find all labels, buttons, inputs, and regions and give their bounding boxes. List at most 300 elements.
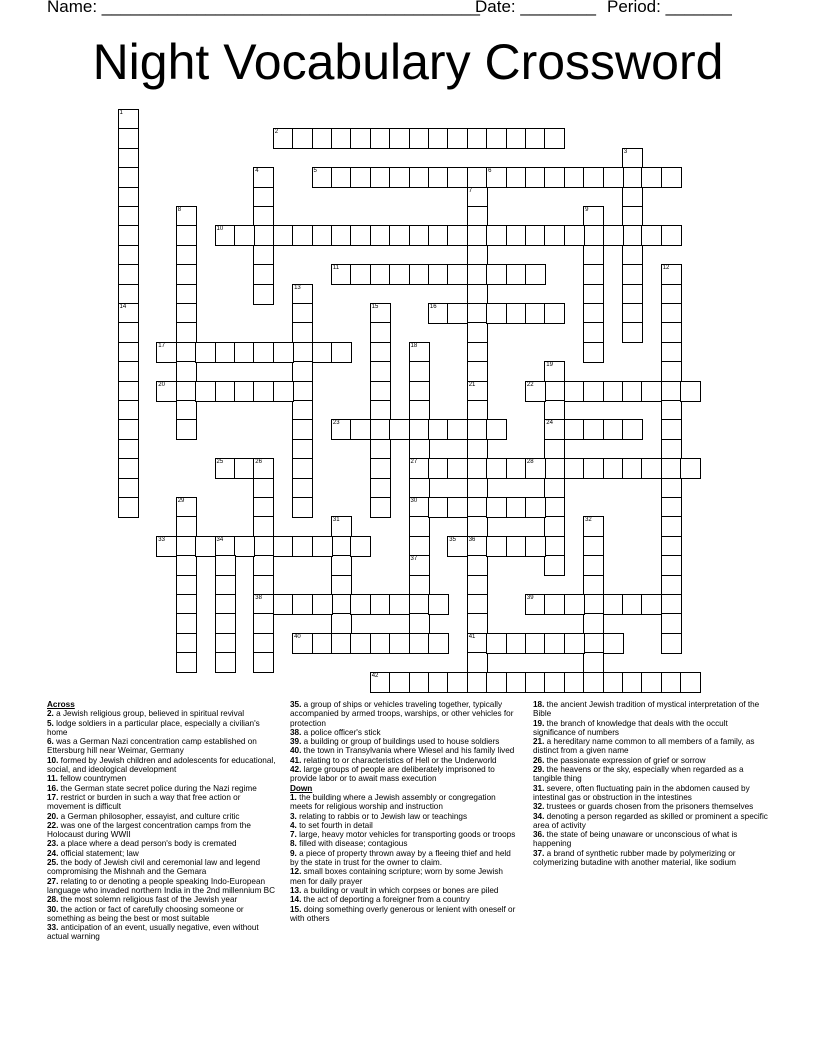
grid-cell[interactable] [409,458,430,479]
grid-cell[interactable] [544,128,565,149]
grid-cell[interactable] [661,458,682,479]
grid-cell[interactable] [215,555,236,576]
grid-cell[interactable] [215,225,236,246]
grid-cell[interactable] [176,575,197,596]
grid-cell[interactable] [253,167,274,188]
grid-cell[interactable] [583,284,604,305]
grid-cell[interactable] [486,419,507,440]
grid-cell[interactable] [331,342,352,363]
grid-cell[interactable] [486,497,507,518]
grid-cell[interactable] [118,187,139,208]
grid-cell[interactable] [118,322,139,343]
grid-cell[interactable] [253,264,274,285]
grid-cell[interactable] [409,613,430,634]
grid-cell[interactable] [544,225,565,246]
grid-cell[interactable] [641,458,662,479]
grid-cell[interactable] [118,497,139,518]
grid-cell[interactable] [467,322,488,343]
grid-cell[interactable] [583,342,604,363]
grid-cell[interactable] [370,128,391,149]
grid-cell[interactable] [583,245,604,266]
grid-cell[interactable] [331,419,352,440]
grid-cell[interactable] [603,458,624,479]
grid-cell[interactable] [292,594,313,615]
grid-cell[interactable] [603,419,624,440]
grid-cell[interactable] [292,361,313,382]
grid-cell[interactable] [486,536,507,557]
grid-cell[interactable] [292,284,313,305]
grid-cell[interactable] [486,672,507,693]
grid-cell[interactable] [370,594,391,615]
grid-cell[interactable] [118,284,139,305]
grid-cell[interactable] [525,167,546,188]
grid-cell[interactable] [176,284,197,305]
grid-cell[interactable] [583,381,604,402]
grid-cell[interactable] [525,633,546,654]
grid-cell[interactable] [292,633,313,654]
grid-cell[interactable] [312,633,333,654]
grid-cell[interactable] [467,439,488,460]
grid-cell[interactable] [176,555,197,576]
grid-cell[interactable] [467,497,488,518]
grid-cell[interactable] [486,458,507,479]
grid-cell[interactable] [176,245,197,266]
grid-cell[interactable] [661,284,682,305]
grid-cell[interactable] [661,536,682,557]
grid-cell[interactable] [583,575,604,596]
grid-cell[interactable] [641,167,662,188]
grid-cell[interactable] [428,594,449,615]
grid-cell[interactable] [253,594,274,615]
grid-cell[interactable] [622,458,643,479]
grid-cell[interactable] [564,225,585,246]
grid-cell[interactable] [486,128,507,149]
grid-cell[interactable] [544,672,565,693]
grid-cell[interactable] [176,516,197,537]
grid-cell[interactable] [195,536,216,557]
grid-cell[interactable] [661,613,682,634]
grid-cell[interactable] [467,245,488,266]
grid-cell[interactable] [350,167,371,188]
grid-cell[interactable] [661,633,682,654]
grid-cell[interactable] [564,594,585,615]
grid-cell[interactable] [583,594,604,615]
grid-cell[interactable] [273,536,294,557]
grid-cell[interactable] [583,206,604,227]
grid-cell[interactable] [370,381,391,402]
grid-cell[interactable] [622,264,643,285]
grid-cell[interactable] [661,400,682,421]
grid-cell[interactable] [544,361,565,382]
grid-cell[interactable] [370,497,391,518]
grid-cell[interactable] [273,225,294,246]
grid-cell[interactable] [118,148,139,169]
grid-cell[interactable] [661,594,682,615]
grid-cell[interactable] [544,497,565,518]
grid-cell[interactable] [661,381,682,402]
grid-cell[interactable] [195,381,216,402]
grid-cell[interactable] [215,613,236,634]
grid-cell[interactable] [273,128,294,149]
grid-cell[interactable] [622,284,643,305]
grid-cell[interactable] [273,381,294,402]
grid-cell[interactable] [409,672,430,693]
grid-cell[interactable] [312,536,333,557]
grid-cell[interactable] [622,381,643,402]
grid-cell[interactable] [156,342,177,363]
grid-cell[interactable] [661,419,682,440]
grid-cell[interactable] [370,342,391,363]
grid-cell[interactable] [525,672,546,693]
grid-cell[interactable] [447,128,468,149]
grid-cell[interactable] [622,148,643,169]
grid-cell[interactable] [506,128,527,149]
grid-cell[interactable] [583,536,604,557]
grid-cell[interactable] [389,167,410,188]
grid-cell[interactable] [661,361,682,382]
grid-cell[interactable] [409,361,430,382]
grid-cell[interactable] [467,284,488,305]
grid-cell[interactable] [292,381,313,402]
grid-cell[interactable] [583,419,604,440]
grid-cell[interactable] [447,458,468,479]
grid-cell[interactable] [389,633,410,654]
grid-cell[interactable] [370,225,391,246]
grid-cell[interactable] [564,419,585,440]
grid-cell[interactable] [176,342,197,363]
grid-cell[interactable] [447,536,468,557]
grid-cell[interactable] [370,439,391,460]
grid-cell[interactable] [467,225,488,246]
grid-cell[interactable] [544,633,565,654]
grid-cell[interactable] [506,167,527,188]
grid-cell[interactable] [544,594,565,615]
grid-cell[interactable] [467,458,488,479]
grid-cell[interactable] [409,400,430,421]
grid-cell[interactable] [389,264,410,285]
grid-cell[interactable] [292,536,313,557]
grid-cell[interactable] [622,167,643,188]
grid-cell[interactable] [331,128,352,149]
grid-cell[interactable] [447,225,468,246]
grid-cell[interactable] [118,361,139,382]
grid-cell[interactable] [447,672,468,693]
grid-cell[interactable] [661,575,682,596]
grid-cell[interactable] [331,633,352,654]
grid-cell[interactable] [661,303,682,324]
grid-cell[interactable] [564,672,585,693]
grid-cell[interactable] [253,381,274,402]
grid-cell[interactable] [331,594,352,615]
grid-cell[interactable] [253,536,274,557]
grid-cell[interactable] [234,342,255,363]
grid-cell[interactable] [409,516,430,537]
grid-cell[interactable] [622,672,643,693]
grid-cell[interactable] [292,419,313,440]
grid-cell[interactable] [370,264,391,285]
grid-cell[interactable] [350,536,371,557]
grid-cell[interactable] [544,167,565,188]
grid-cell[interactable] [447,419,468,440]
grid-cell[interactable] [544,400,565,421]
grid-cell[interactable] [118,109,139,130]
grid-cell[interactable] [467,613,488,634]
grid-cell[interactable] [506,497,527,518]
grid-cell[interactable] [176,419,197,440]
grid-cell[interactable] [641,672,662,693]
grid-cell[interactable] [253,652,274,673]
grid-cell[interactable] [253,478,274,499]
grid-cell[interactable] [118,264,139,285]
grid-cell[interactable] [215,381,236,402]
grid-cell[interactable] [292,478,313,499]
grid-cell[interactable] [118,478,139,499]
grid-cell[interactable] [118,400,139,421]
grid-cell[interactable] [389,225,410,246]
grid-cell[interactable] [118,342,139,363]
grid-cell[interactable] [467,128,488,149]
grid-cell[interactable] [661,497,682,518]
grid-cell[interactable] [544,303,565,324]
grid-cell[interactable] [215,652,236,673]
grid-cell[interactable] [564,167,585,188]
grid-cell[interactable] [409,478,430,499]
grid-cell[interactable] [370,672,391,693]
grid-cell[interactable] [253,613,274,634]
grid-cell[interactable] [292,303,313,324]
grid-cell[interactable] [409,497,430,518]
grid-cell[interactable] [428,458,449,479]
grid-cell[interactable] [506,458,527,479]
grid-cell[interactable] [176,225,197,246]
grid-cell[interactable] [467,381,488,402]
grid-cell[interactable] [525,458,546,479]
grid-cell[interactable] [331,264,352,285]
grid-cell[interactable] [447,264,468,285]
grid-cell[interactable] [409,536,430,557]
grid-cell[interactable] [428,225,449,246]
grid-cell[interactable] [603,167,624,188]
grid-cell[interactable] [661,225,682,246]
grid-cell[interactable] [467,633,488,654]
grid-cell[interactable] [486,264,507,285]
grid-cell[interactable] [370,303,391,324]
grid-cell[interactable] [350,225,371,246]
grid-cell[interactable] [506,672,527,693]
grid-cell[interactable] [486,225,507,246]
grid-cell[interactable] [370,633,391,654]
grid-cell[interactable] [564,633,585,654]
grid-cell[interactable] [409,594,430,615]
grid-cell[interactable] [622,322,643,343]
grid-cell[interactable] [409,575,430,596]
grid-cell[interactable] [506,264,527,285]
grid-cell[interactable] [583,613,604,634]
grid-cell[interactable] [176,381,197,402]
grid-cell[interactable] [583,322,604,343]
grid-cell[interactable] [234,381,255,402]
grid-cell[interactable] [467,303,488,324]
grid-cell[interactable] [525,381,546,402]
grid-cell[interactable] [447,497,468,518]
grid-cell[interactable] [583,555,604,576]
grid-cell[interactable] [428,497,449,518]
grid-cell[interactable] [486,633,507,654]
grid-cell[interactable] [234,458,255,479]
grid-cell[interactable] [525,536,546,557]
grid-cell[interactable] [467,342,488,363]
grid-cell[interactable] [583,516,604,537]
grid-cell[interactable] [350,633,371,654]
grid-cell[interactable] [486,303,507,324]
grid-cell[interactable] [409,342,430,363]
grid-cell[interactable] [118,128,139,149]
grid-cell[interactable] [467,575,488,596]
grid-cell[interactable] [176,264,197,285]
grid-cell[interactable] [312,128,333,149]
grid-cell[interactable] [583,167,604,188]
grid-cell[interactable] [603,594,624,615]
grid-cell[interactable] [641,381,662,402]
grid-cell[interactable] [409,225,430,246]
grid-cell[interactable] [253,245,274,266]
grid-cell[interactable] [428,633,449,654]
grid-cell[interactable] [312,594,333,615]
grid-cell[interactable] [370,478,391,499]
grid-cell[interactable] [447,303,468,324]
grid-cell[interactable] [622,303,643,324]
grid-cell[interactable] [467,419,488,440]
grid-cell[interactable] [467,536,488,557]
grid-cell[interactable] [273,594,294,615]
grid-cell[interactable] [253,516,274,537]
grid-cell[interactable] [389,594,410,615]
grid-cell[interactable] [409,264,430,285]
grid-cell[interactable] [409,167,430,188]
grid-cell[interactable] [544,458,565,479]
grid-cell[interactable] [176,497,197,518]
grid-cell[interactable] [467,594,488,615]
grid-cell[interactable] [292,128,313,149]
grid-cell[interactable] [273,342,294,363]
grid-cell[interactable] [176,594,197,615]
grid-cell[interactable] [428,672,449,693]
grid-cell[interactable] [215,575,236,596]
grid-cell[interactable] [176,400,197,421]
grid-cell[interactable] [661,672,682,693]
grid-cell[interactable] [583,672,604,693]
grid-cell[interactable] [603,672,624,693]
grid-cell[interactable] [215,536,236,557]
grid-cell[interactable] [661,322,682,343]
grid-cell[interactable] [370,322,391,343]
grid-cell[interactable] [525,128,546,149]
grid-cell[interactable] [603,381,624,402]
grid-cell[interactable] [350,594,371,615]
grid-cell[interactable] [467,478,488,499]
grid-cell[interactable] [253,342,274,363]
grid-cell[interactable] [680,672,701,693]
grid-cell[interactable] [292,225,313,246]
grid-cell[interactable] [312,167,333,188]
grid-cell[interactable] [389,672,410,693]
grid-cell[interactable] [467,361,488,382]
grid-cell[interactable] [641,594,662,615]
grid-cell[interactable] [118,303,139,324]
grid-cell[interactable] [467,187,488,208]
grid-cell[interactable] [603,225,624,246]
grid-cell[interactable] [564,458,585,479]
grid-cell[interactable] [506,303,527,324]
grid-cell[interactable] [409,555,430,576]
grid-cell[interactable] [331,575,352,596]
grid-cell[interactable] [331,167,352,188]
grid-cell[interactable] [409,128,430,149]
grid-cell[interactable] [467,264,488,285]
grid-cell[interactable] [661,555,682,576]
grid-cell[interactable] [253,555,274,576]
grid-cell[interactable] [428,167,449,188]
grid-cell[interactable] [409,381,430,402]
grid-cell[interactable] [292,497,313,518]
grid-cell[interactable] [176,322,197,343]
grid-cell[interactable] [253,225,274,246]
grid-cell[interactable] [583,633,604,654]
grid-cell[interactable] [253,458,274,479]
grid-cell[interactable] [253,575,274,596]
grid-cell[interactable] [215,633,236,654]
grid-cell[interactable] [661,478,682,499]
grid-cell[interactable] [118,167,139,188]
grid-cell[interactable] [661,167,682,188]
grid-cell[interactable] [564,381,585,402]
grid-cell[interactable] [409,419,430,440]
grid-cell[interactable] [583,303,604,324]
grid-cell[interactable] [544,536,565,557]
grid-cell[interactable] [176,613,197,634]
grid-cell[interactable] [215,342,236,363]
grid-cell[interactable] [331,536,352,557]
grid-cell[interactable] [622,594,643,615]
grid-cell[interactable] [428,128,449,149]
grid-cell[interactable] [234,225,255,246]
grid-cell[interactable] [525,497,546,518]
grid-cell[interactable] [350,128,371,149]
grid-cell[interactable] [544,419,565,440]
grid-cell[interactable] [389,419,410,440]
grid-cell[interactable] [253,497,274,518]
grid-cell[interactable] [680,381,701,402]
grid-cell[interactable] [370,167,391,188]
grid-cell[interactable] [622,419,643,440]
grid-cell[interactable] [467,516,488,537]
grid-cell[interactable] [467,400,488,421]
grid-cell[interactable] [447,167,468,188]
grid-cell[interactable] [525,264,546,285]
grid-cell[interactable] [176,303,197,324]
grid-cell[interactable] [312,342,333,363]
grid-cell[interactable] [292,400,313,421]
grid-cell[interactable] [622,206,643,227]
grid-cell[interactable] [156,381,177,402]
grid-cell[interactable] [467,167,488,188]
grid-cell[interactable] [428,303,449,324]
grid-cell[interactable] [544,555,565,576]
grid-cell[interactable] [486,167,507,188]
grid-cell[interactable] [622,187,643,208]
grid-cell[interactable] [253,206,274,227]
grid-cell[interactable] [525,303,546,324]
